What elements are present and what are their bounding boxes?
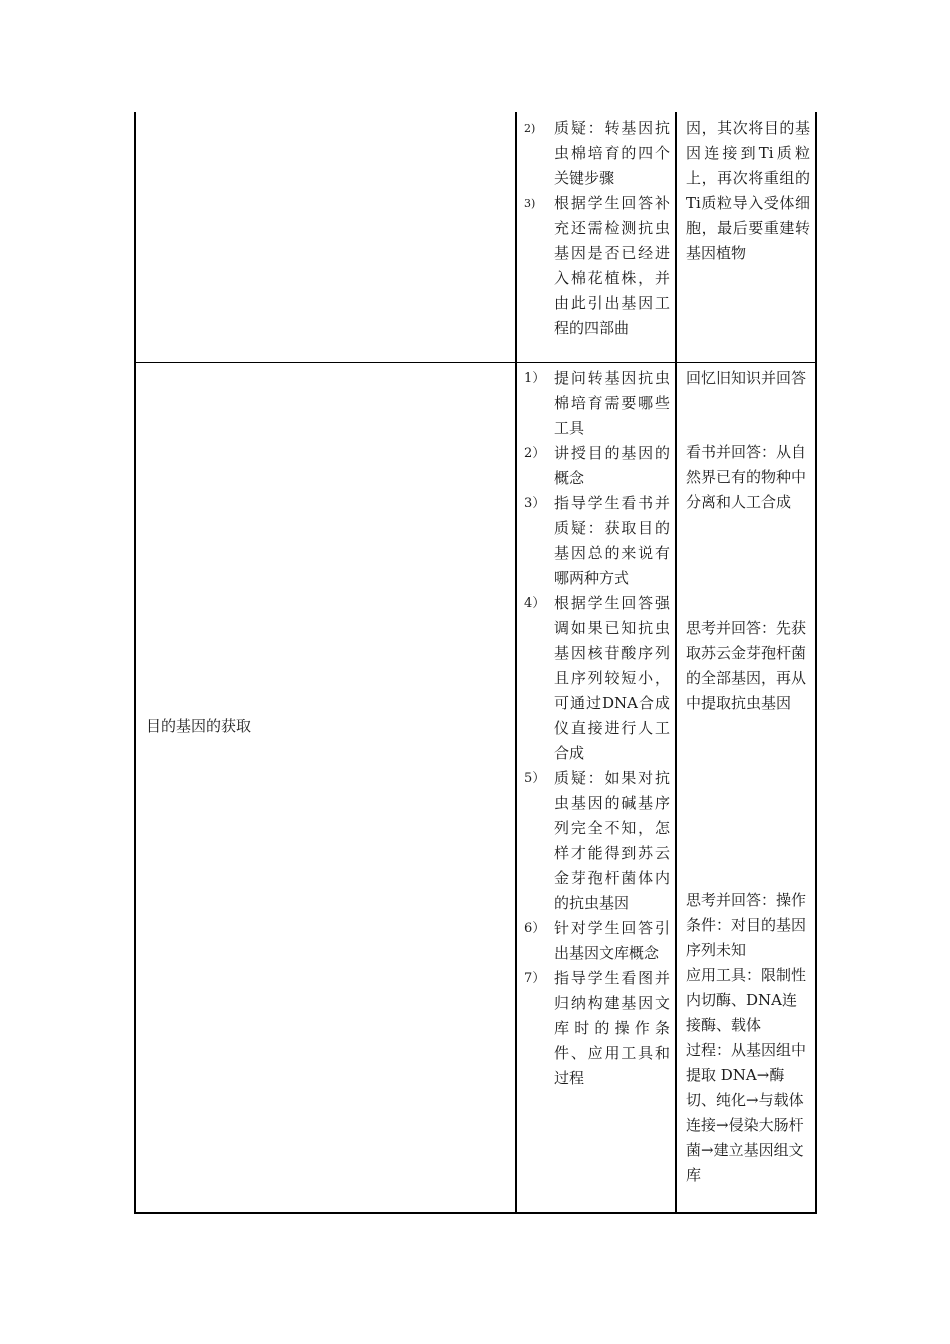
list-text: 针对学生回答引出基因文库概念: [554, 919, 670, 962]
column-divider-2: [675, 112, 677, 1214]
row-divider: [134, 362, 817, 363]
list-number: 4）: [524, 596, 546, 611]
row2-student-block-1: 回忆旧知识并回答: [686, 369, 807, 387]
list-text: 指导学生看图并归纳构建基因文库时的操作条件、应用工具和过程: [554, 969, 670, 1087]
list-item: [524, 366, 670, 441]
row2-student-block-2: 看书并回答：从自然界已有的物种中分离和人工合成: [686, 443, 807, 511]
student-text: 因，其次将目的基因连接到Ti质粒上，再次将重组的Ti质粒导入受体细胞，最后要重建转基因植物: [686, 119, 810, 262]
list-text: 提问转基因抗虫棉培育需要哪些工具: [554, 369, 670, 437]
row2-student-block-3: 思考并回答：先获取苏云金芽孢杆菌的全部基因，再从中提取抗虫基因: [686, 619, 807, 712]
list-text: 根据学生回答补充还需检测抗虫基因是否已经进入棉花植株，并由此引出基因工程的四部曲: [554, 194, 670, 337]
list-text: 讲授目的基因的概念: [554, 444, 670, 487]
list-item: [524, 966, 670, 1091]
list-text: 质疑：如果对抗虫基因的碱基序列完全不知，怎样才能得到苏云金芽孢杆菌体内的抗虫基因: [554, 769, 670, 912]
list-item: [524, 916, 670, 966]
row2-student-block-5: 应用工具：限制性内切酶、DNA连接酶、载体: [686, 966, 807, 1034]
table-right-border: [815, 112, 817, 1214]
column-divider-1: [515, 112, 517, 1214]
row2-student-block-4: 思考并回答：操作条件：对目的基因序列未知: [686, 891, 807, 959]
list-text: 指导学生看书并质疑：获取目的基因总的来说有哪两种方式: [554, 494, 670, 587]
list-text: 根据学生回答强调如果已知抗虫基因核苷酸序列且序列较短小，可通过DNA合成仪直接进行人工合成: [554, 594, 670, 762]
row1-student-activities: [686, 116, 810, 266]
list-item: [524, 491, 670, 591]
list-number: 3）: [524, 496, 546, 511]
list-number: 3): [524, 197, 536, 210]
list-number: 5）: [524, 771, 546, 786]
row1-teacher-activities: [524, 116, 670, 341]
list-number: 7）: [524, 971, 546, 986]
list-text: 质疑：转基因抗虫棉培育的四个关键步骤: [554, 119, 670, 187]
table-left-border: [134, 112, 136, 1214]
list-number: 6）: [524, 921, 546, 936]
list-number: 2）: [524, 446, 546, 461]
row2-student-block-6: 过程：从基因组中提取 DNA→酶切、纯化→与载体连接→侵染大肠杆菌→建立基因组文库: [686, 1041, 807, 1184]
list-number: 1）: [524, 371, 546, 386]
row2-topic: 目的基因的获取: [146, 717, 252, 735]
table-bottom-border: [134, 1212, 817, 1214]
row2-teacher-activities: [524, 366, 670, 1091]
list-number: 2): [524, 122, 536, 135]
list-item: [524, 591, 670, 766]
list-item: [524, 441, 670, 491]
list-item: [524, 766, 670, 916]
list-item: [524, 191, 670, 341]
list-item: [524, 116, 670, 191]
